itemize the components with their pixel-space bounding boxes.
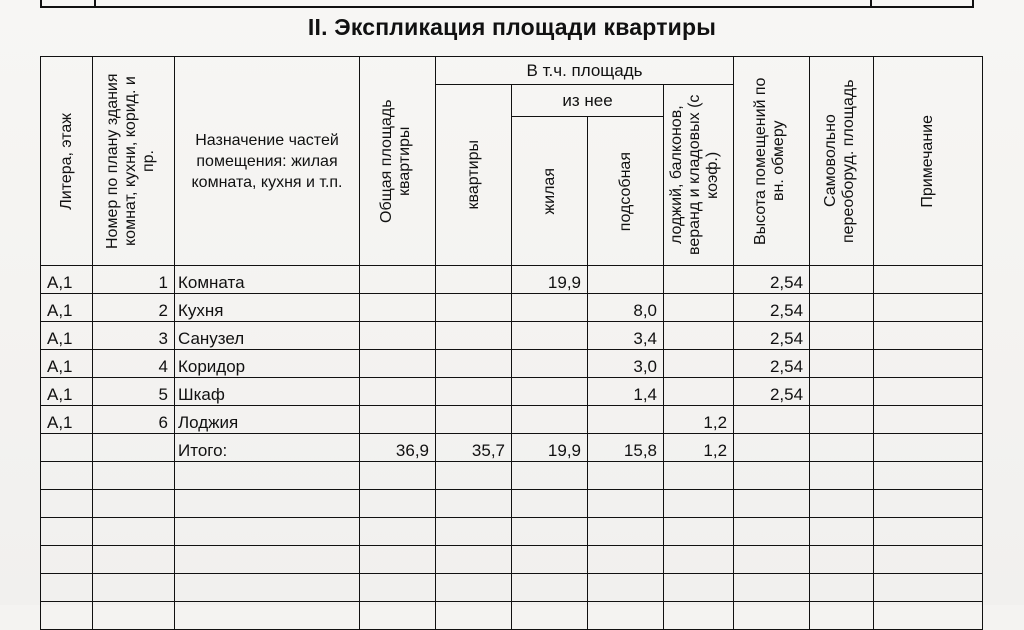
- cell-total-area: 36,9: [360, 434, 436, 462]
- cell-room-name: Лоджия: [175, 406, 360, 434]
- cell-note: [874, 462, 983, 490]
- cell-loggia-area: [664, 266, 734, 294]
- cell-height: [734, 574, 810, 602]
- cell-litera: [41, 434, 93, 462]
- cell-height: [734, 602, 810, 630]
- cell-note: [874, 574, 983, 602]
- cell-room-no: 5: [93, 378, 175, 406]
- header-room-no-text: Номер по плану здания комнат, кухни, корид. и пр.: [103, 73, 157, 249]
- header-living-text: жилая: [540, 167, 558, 215]
- cell-height: [734, 490, 810, 518]
- header-litera-text: Литера, этаж: [57, 112, 75, 210]
- header-room-no: [93, 57, 175, 266]
- header-height: [734, 57, 810, 266]
- cell-note: [874, 266, 983, 294]
- cell-loggia-area: 1,2: [664, 406, 734, 434]
- cell-living-area: [512, 462, 588, 490]
- cell-self-reequipped: [810, 350, 874, 378]
- cell-living-area: [512, 518, 588, 546]
- header-note-text: Примечание: [919, 114, 937, 208]
- cell-total-area: [360, 518, 436, 546]
- table-body: [41, 266, 983, 630]
- table-row: [41, 406, 983, 434]
- cell-room-no: [93, 434, 175, 462]
- cell-note: [874, 490, 983, 518]
- cell-litera: А,1: [41, 350, 93, 378]
- cell-apartment-area: [436, 406, 512, 434]
- table-row: [41, 462, 983, 490]
- cell-loggia-area: [664, 294, 734, 322]
- cell-self-reequipped: [810, 322, 874, 350]
- cell-self-reequipped: [810, 294, 874, 322]
- cell-total-area: [360, 574, 436, 602]
- page-title: II. Экспликация площади квартиры: [307, 14, 717, 40]
- cell-loggia-area: [664, 322, 734, 350]
- cell-note: [874, 602, 983, 630]
- cell-loggia-area: 1,2: [664, 434, 734, 462]
- header-loggias: [664, 85, 734, 266]
- cell-litera: А,1: [41, 378, 93, 406]
- header-note: [874, 57, 983, 266]
- cell-living-area: [512, 294, 588, 322]
- cell-total-area: [360, 266, 436, 294]
- cell-litera: [41, 462, 93, 490]
- table-edge-divider: [870, 0, 872, 6]
- cell-self-reequipped: [810, 378, 874, 406]
- cell-apartment-area: 35,7: [436, 434, 512, 462]
- cell-litera: [41, 546, 93, 574]
- explication-table: [40, 56, 983, 630]
- header-total-area-text: Общая площадь квартиры: [377, 99, 413, 223]
- header-litera: [41, 57, 93, 266]
- cell-auxiliary-area: 8,0: [588, 294, 664, 322]
- cell-living-area: [512, 574, 588, 602]
- cell-living-area: [512, 378, 588, 406]
- cell-height: 2,54: [734, 322, 810, 350]
- cell-note: [874, 434, 983, 462]
- table-row: [41, 434, 983, 462]
- cell-room-no: 2: [93, 294, 175, 322]
- cell-loggia-area: [664, 518, 734, 546]
- cell-loggia-area: [664, 546, 734, 574]
- cell-apartment-area: [436, 294, 512, 322]
- cell-auxiliary-area: 3,0: [588, 350, 664, 378]
- cell-room-no: 4: [93, 350, 175, 378]
- cell-apartment-area: [436, 574, 512, 602]
- table-row: [41, 602, 983, 630]
- cell-loggia-area: [664, 462, 734, 490]
- header-height-text: Высота помещений по вн. обмеру: [751, 77, 787, 245]
- cell-note: [874, 518, 983, 546]
- cell-room-no: 3: [93, 322, 175, 350]
- cell-room-no: [93, 518, 175, 546]
- cell-height: 2,54: [734, 294, 810, 322]
- cell-living-area: [512, 602, 588, 630]
- cell-total-area: [360, 462, 436, 490]
- cell-height: [734, 406, 810, 434]
- cell-room-name: Кухня: [175, 294, 360, 322]
- cell-auxiliary-area: 15,8: [588, 434, 664, 462]
- cell-auxiliary-area: [588, 602, 664, 630]
- header-living: [512, 117, 588, 266]
- table-row: [41, 294, 983, 322]
- cell-total-area: [360, 406, 436, 434]
- cell-height: [734, 546, 810, 574]
- cell-auxiliary-area: [588, 462, 664, 490]
- cell-self-reequipped: [810, 490, 874, 518]
- header-loggias-text: лоджий, балконов, веранд и кладовых (с коэф.): [667, 94, 721, 256]
- cell-room-no: [93, 574, 175, 602]
- cell-room-name: [175, 462, 360, 490]
- cell-room-name: [175, 490, 360, 518]
- cell-total-area: [360, 602, 436, 630]
- header-auxiliary: [588, 117, 664, 266]
- cell-total-area: [360, 350, 436, 378]
- cell-room-name: Комната: [175, 266, 360, 294]
- cell-living-area: [512, 490, 588, 518]
- cell-room-no: 6: [93, 406, 175, 434]
- cell-apartment-area: [436, 322, 512, 350]
- table-row: [41, 378, 983, 406]
- cell-height: [734, 518, 810, 546]
- table-row: [41, 490, 983, 518]
- cell-litera: [41, 574, 93, 602]
- cell-living-area: 19,9: [512, 266, 588, 294]
- header-purpose-text: Назначение частей помещения: жилая комната, кухня и т.п.: [191, 131, 343, 191]
- cell-auxiliary-area: [588, 406, 664, 434]
- cell-auxiliary-area: [588, 574, 664, 602]
- cell-litera: А,1: [41, 294, 93, 322]
- cell-self-reequipped: [810, 266, 874, 294]
- cell-height: [734, 462, 810, 490]
- header-self-reequipped-text: Самовольно переоборуд. площадь: [821, 79, 857, 243]
- cell-litera: А,1: [41, 322, 93, 350]
- cell-note: [874, 406, 983, 434]
- table-row: [41, 266, 983, 294]
- header-apartment-text: квартиры: [464, 140, 482, 210]
- cell-note: [874, 350, 983, 378]
- header-purpose: [175, 57, 360, 266]
- cell-litera: [41, 518, 93, 546]
- cell-note: [874, 322, 983, 350]
- cell-apartment-area: [436, 462, 512, 490]
- cell-height: 2,54: [734, 350, 810, 378]
- cell-loggia-area: [664, 378, 734, 406]
- header-auxiliary-text: подсобная: [616, 151, 634, 231]
- header-self-reequipped: [810, 57, 874, 266]
- table-row: [41, 350, 983, 378]
- cell-total-area: [360, 378, 436, 406]
- cell-apartment-area: [436, 546, 512, 574]
- cell-room-name: Коридор: [175, 350, 360, 378]
- cell-living-area: [512, 406, 588, 434]
- cell-total-area: [360, 322, 436, 350]
- cell-room-name: Итого:: [175, 434, 360, 462]
- cell-note: [874, 546, 983, 574]
- cell-room-no: [93, 490, 175, 518]
- cell-self-reequipped: [810, 462, 874, 490]
- cell-litera: [41, 602, 93, 630]
- cell-auxiliary-area: 1,4: [588, 378, 664, 406]
- cell-apartment-area: [436, 378, 512, 406]
- cell-apartment-area: [436, 490, 512, 518]
- table-row: [41, 574, 983, 602]
- cell-height: [734, 434, 810, 462]
- cell-self-reequipped: [810, 546, 874, 574]
- cell-apartment-area: [436, 602, 512, 630]
- cell-litera: [41, 490, 93, 518]
- cell-living-area: [512, 350, 588, 378]
- cell-room-name: Санузел: [175, 322, 360, 350]
- cell-auxiliary-area: [588, 546, 664, 574]
- header-total-area: [360, 57, 436, 266]
- table-edge-divider: [94, 0, 96, 6]
- cell-litera: А,1: [41, 266, 93, 294]
- cell-height: 2,54: [734, 266, 810, 294]
- cell-loggia-area: [664, 350, 734, 378]
- cell-room-no: [93, 602, 175, 630]
- cell-total-area: [360, 546, 436, 574]
- cell-auxiliary-area: [588, 490, 664, 518]
- previous-table-edge: [40, 0, 974, 8]
- table-row: [41, 322, 983, 350]
- cell-room-name: [175, 602, 360, 630]
- cell-self-reequipped: [810, 406, 874, 434]
- cell-room-name: Шкаф: [175, 378, 360, 406]
- table-row: [41, 546, 983, 574]
- cell-living-area: [512, 546, 588, 574]
- cell-apartment-area: [436, 266, 512, 294]
- cell-self-reequipped: [810, 602, 874, 630]
- cell-loggia-area: [664, 490, 734, 518]
- cell-total-area: [360, 490, 436, 518]
- cell-room-name: [175, 574, 360, 602]
- cell-note: [874, 378, 983, 406]
- cell-apartment-area: [436, 350, 512, 378]
- cell-living-area: 19,9: [512, 434, 588, 462]
- table-row: [41, 518, 983, 546]
- cell-room-no: 1: [93, 266, 175, 294]
- cell-room-no: [93, 462, 175, 490]
- cell-self-reequipped: [810, 434, 874, 462]
- cell-self-reequipped: [810, 574, 874, 602]
- header-of-it: из нее: [512, 85, 664, 117]
- cell-living-area: [512, 322, 588, 350]
- cell-total-area: [360, 294, 436, 322]
- cell-auxiliary-area: 3,4: [588, 322, 664, 350]
- header-apartment: [436, 85, 512, 266]
- cell-room-no: [93, 546, 175, 574]
- cell-height: 2,54: [734, 378, 810, 406]
- cell-auxiliary-area: [588, 266, 664, 294]
- header-incl-area: В т.ч. площадь: [436, 57, 734, 85]
- cell-loggia-area: [664, 602, 734, 630]
- cell-litera: А,1: [41, 406, 93, 434]
- cell-self-reequipped: [810, 518, 874, 546]
- cell-room-name: [175, 546, 360, 574]
- cell-note: [874, 294, 983, 322]
- cell-loggia-area: [664, 574, 734, 602]
- cell-room-name: [175, 518, 360, 546]
- cell-auxiliary-area: [588, 518, 664, 546]
- cell-apartment-area: [436, 518, 512, 546]
